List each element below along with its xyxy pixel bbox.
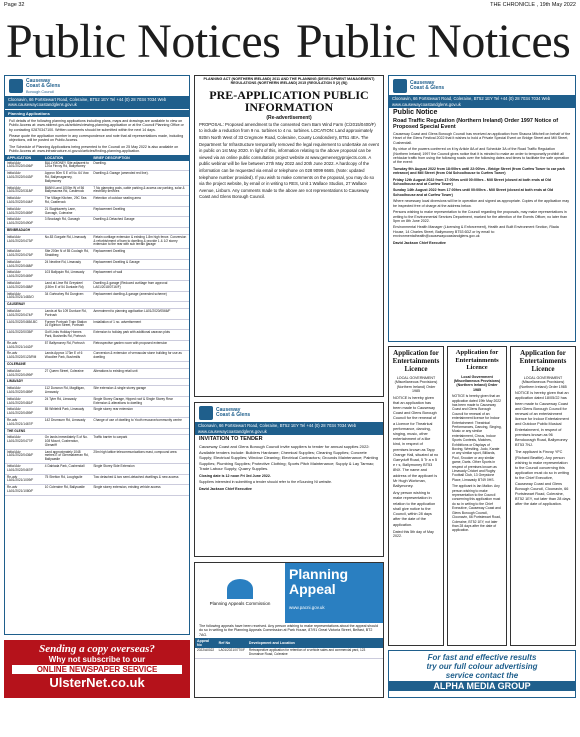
table-row [5,171,189,185]
council-crest-icon [9,79,23,93]
print-ad-1: For fast and effective results [427,653,537,662]
table-row [5,217,189,228]
pn-crest-icon [393,79,407,93]
appeal-cell: Retrospective application for retention of a vehicle sales and commercial yard, 123 Drumahoe Road, Coleraine [247,648,383,658]
table-row [5,249,189,260]
table-cell: Re-adv LA01/2021/1080/F [5,485,43,496]
council-name-3: Borough Council [26,89,55,94]
table-header-cell: BRIEF DESCRIPTION [91,155,189,161]
table-row [5,396,189,407]
table-cell: 27 Queen Street, Coleraine [43,368,92,379]
table-cell: Land approximately 1048 metres E of Glenmakeeran Rd, Ballycastle [43,449,92,463]
table-cell: Replacement Dwelling [91,206,189,217]
table-cell: Initial Adv LA01/2021/1483/O [5,291,43,302]
planning-para-3: The Schedule of Planning Applications being presented to the Council on 25 May 2022 is also available on Public Access at: www.infrastructure-ni.gov.uk/articles/finding-planning-application. [9,144,179,154]
table-row [5,485,189,496]
planning-para-1: Full details of the following planning applications including plans, maps and drawings are available to view on Public Access at: www.nidirect.gov.uk/articles/viewing-planning-application or at the Council Planning Office or by contacting 02870347100. Written comments should be submitted within the next 14 days. [9,118,184,132]
table-cell: 55 Whitehill Park, Limavady [43,407,92,418]
table-cell: Replacement Dwelling & Garage [91,259,189,270]
table-cell: BALLYMONEY Site adjacent to 120a Finvoy Rd, Ballymoney [43,161,92,171]
table-row [5,368,189,379]
appeal-title-2: Appeal [289,581,336,597]
lic-a-sub: LOCAL GOVERNMENT (Miscellaneous Provisions) (Northern Ireland) Order 1985 [394,376,438,394]
table-cell: Initial Adv LA01/2022/0443/F [5,171,43,185]
planning-applications-notice [4,75,190,635]
table-cell: Re-adv LA01/2022/0123/RM [5,351,43,362]
pac-logo [195,563,285,623]
table-cell: The Village Kitchen, 29C Sea Rd, Castlerock [43,196,92,207]
table-header-cell: APPLICATION [5,155,43,161]
table-cell: Single storey extension, existing vehicle access [91,485,189,496]
table-cell: 4 Dalriada Park, Cushendall [43,464,92,475]
table-cell: Initial Adv LA01/2022/0490/F [5,217,43,228]
lic-b-sub: Local Government (Miscellaneous Provisions) (Northern Ireland) Order 1985 [453,374,501,392]
planning-appeal-notice [194,562,384,698]
pn-council-1: Causeway [410,79,435,86]
table-row [5,449,189,463]
pn-title: Public Notice [393,109,438,116]
pn-council-2: Coast & Glens [410,85,445,91]
table-cell: Traffic barrier to carpark [91,435,189,449]
table-row [5,291,189,302]
tender-body: Causeway Coast and Glens Borough Council invite suppliers to tender for annual supplies 2022: Available tenders include: Builders Hardware; Chemical Supplies; Cleaning Supplies; Concrete Supply; Electrical Supplies; Window Cleaning; Electrical Contractors; Grounds Maintenance; Painting Supplies; Plumbing Supplies; Protective Clothing; Sports Pitch Maintenance; Supply & Lay Tarmac; Trade Labour Supply; Quarry Supplies. [199,444,378,472]
alpha-media-ad[interactable] [388,650,576,698]
table-cell: 10 Coleraine Rd, Ballycastle [43,485,92,496]
table-cell: Extension to holiday park with additional caravan plots [91,330,189,341]
table-cell: 25m high lattice telecommunications mast, compound area [91,449,189,463]
table-cell: Retain curtilage extension & existing 1.8m high fence. Conversion & refurbishment of barn to dwelling & provide 1 & 1/2 storey extension to the rear with sub terrain garage [91,234,189,248]
pn-p3: Where necessary local diversions will be in operation and signed as appropriate. Copies of the application may be inspected free of charge at the address below. [393,199,569,208]
table-row [5,319,189,330]
table-cell: 142 Drumsurn Rd, Limavady [43,417,92,428]
table-row [5,196,189,207]
table-cell: 24 Tyler Rd, Limavady [43,396,92,407]
preapp-sub: (Re-advertisement) [266,114,312,121]
pn-d1: Tuesday 9th August 2022 from 18:00hrs until 22:00hrs - Bridge Street (from Curfew Tower to car park entrance) and Mill Street (from Old Schoolhouse to Curfew Tower) [393,166,565,176]
preapp-body: PROPOSAL: Proposed amendment to the consented Gem Barn Wind Farm (C/2015/0400/F) to include a reduction from 9 no. turbines to 4 no. turbines. LOCATION: Land approximately 920m North West of 33 Cregmore Road, Coleraine, County Londonderry, BT51 4EA. The Department for Infrastructure temporarily removed the legal requirement to undertake an event in public on 1st May 2020. In light of this, information relating to the above proposal can be viewed via an online public consultation project website at www.gemenergyprojects.com. A public webinar will be live between 27th May 2022 and 20th June 2022. A hardcopy of the information can be requested via email or telephone on 028 9099 6665. (Note: updated telephone number provided). If you wish to make comments on the proposal, you may do so via the project website, by email or in writing to RES, Unit 1 Wallace Studios, 27 Wallace Avenue, Lisburn. Any comments made to the above are not representations to Causeway Coast and Glens Borough Council. [199,121,379,200]
public-notice-road-traffic [388,75,576,342]
table-cell: Lands Approx 173m E of 6 Woodlee Park, Bushmills [43,351,92,362]
section-name: CAUSEWAY [5,302,189,309]
table-cell: LA01/2022/0465/LBC [5,319,43,330]
section-row [5,302,189,309]
table-cell: Conversion & extension of vernacular stone building for use as dwelling [91,351,189,362]
lic-c-title: Application for Entertainments Licence [519,349,567,373]
pac-emblem-icon [227,579,253,599]
table-cell: Initial Adv LA01/2022/0481/F [5,396,43,407]
table-cell: Installation of 1 no. advertisement [91,319,189,330]
table-cell: Golf Links Holiday Homes Park, Bushmills Rd, Portrush [43,330,92,341]
table-cell: Dwelling & Detached Garage [91,217,189,228]
table-cell: Single Storey Side Extension [91,464,189,475]
table-row [5,185,189,196]
table-cell: Initial Adv LA01/2022/0468/F [5,259,43,270]
table-cell: 75 Shelton Rd, Loughguile [43,474,92,485]
appeal-header-cell: Appeal No [195,638,217,648]
table-cell: Former Portrush Train Station 16 Eglinton Street, Portrush [43,319,92,330]
table-cell: Replacement of wall [91,270,189,281]
tender-note: Suppliers interested in submitting a tender should refer to the eSourcing NI website. [199,480,333,485]
banner-left: Public Notices [6,15,281,68]
section-row [5,361,189,368]
pn-p1: Causeway Coast and Glens Borough Council has received an application from Shauna Mitchell on behalf of the Heart of the Glens Festival 2022 that it wishes to hold a Private Special Event on Bridge Street and Mill Street, Cushendall. [393,132,571,145]
section-row [5,228,189,235]
table-cell: Two detached & two semi-detached dwellings & new access [91,474,189,485]
ad-line-2: Why not subscribe to our [48,655,146,664]
table-cell: Site 200m N of 55 Coolagh Rd, Straidbeg [43,249,92,260]
paper-dateline: THE CHRONICLE , 19th May 2022 [490,2,576,8]
pre-application-notice [194,75,384,397]
table-row [5,386,189,397]
section-row [5,428,189,435]
table-cell: Land at Lime Rd Greysteel (150m E of 54 Dunlade Rd) [43,280,92,291]
table-cell: No.83 Gorgate Rd, Limavady [43,234,92,248]
appeal-heading [285,563,383,623]
lic-a-title: Application for Entertainments Licence [392,349,440,373]
ad-line-1: Sending a copy overseas? [39,643,155,655]
subscribe-ad[interactable] [4,640,190,698]
table-cell: Retention of outdoor seating area [91,196,189,207]
table-row [5,435,189,449]
pn-sub: Road Traffic Regulation (Northern Ireland) Order 1997 Notice of Proposed Special Event [393,118,559,130]
ad-site: UlsterNet.co.uk [49,675,145,690]
tender-sign: David Jackson Chief Executive [199,486,252,491]
licence-notice-a [388,346,444,646]
table-row [5,206,189,217]
table-cell: Initial Adv LA01/2022/0406/F [5,161,43,171]
table-cell: Site extension & single storey garage [91,386,189,397]
table-cell: Initial Adv LA01/2022/0489/F [5,386,43,397]
lic-b-fine: The applicant is Ian Mallon. Any person wishing to make representation to the Council concerning this application must do so in writing to the Chief Executive, Causeway Coast and Glens Borough Council, Cloonavin, 66 Portstewart Road, Coleraine, BT52 1EY, not later than 28 days after the date of application. [452,484,501,533]
table-cell: Initial Adv LA01/2022/0488/F [5,280,43,291]
planning-para-2: Please quote the application number in any correspondence and note that all representations made, including objections, will be posted on Public Access. [9,134,184,143]
table-cell: 24 Newline Rd, Limavady [43,259,92,270]
table-cell: Re-adv LA01/2021/1009/F [5,474,43,485]
table-row [5,464,189,475]
table-row [5,161,189,171]
lic-a-date: Dated this 5th day of May 2022. [393,529,434,539]
pn-council-logo [389,76,575,95]
table-cell: LA01/2022/0035/F [5,330,43,341]
lic-a-fine: Any person wishing to make representation in relation to the application shall give notice to the Council, within 28 days after the date of the application. [393,491,436,527]
section-name: COLERAINE [5,361,189,368]
table-cell: Initial Adv LA01/2022/0469/F [5,270,43,281]
print-ad-2: try our full colour advertising [426,662,538,671]
table-cell: Re-adv LA01/2021/1442/F [5,340,43,351]
table-row [5,330,189,341]
table-cell: BANN Land 1000m W of 56 Ballymacrea Rd, Castlerock [43,185,92,196]
table-row [5,270,189,281]
tender-council-1: Causeway [216,406,241,413]
lic-c-body: NOTICE is hereby given that an application dated 18/05/22 has been made to Causeway Coast and Glens Borough Council for renewal of an entertainment licence for Indoor Entertainment and Outdoor Public Musical Entertainment, in respect of premises known as 96 Bendooragh Road, Ballymoney BT53 7NJ. [515,391,569,448]
lic-b-title: Application for Entertainments Licence [455,349,499,371]
table-row [5,407,189,418]
table-row [5,351,189,362]
appeal-row [195,648,383,658]
table-cell: Lands at No 109 Dunluce Rd, Portrush [43,308,92,319]
council-logo [5,76,189,96]
pn-sign: David Jackson Chief Executive [393,240,446,245]
table-cell: On lands immediately S of No. 108 Mount, Cushendun, Glenariff [43,435,92,449]
appeal-header-cell: Ref No [217,638,247,648]
table-cell: 3 Brockagh Rd, Garvagh [43,217,92,228]
table-row [5,234,189,248]
tender-title: INVITATION TO TENDER [199,436,263,442]
section-name: BENBRADAGH [5,228,189,235]
table-cell: Initial Adv LA01/2022/0499/F [5,368,43,379]
section-name: LIMAVADY [5,379,189,386]
table-cell: Initial Adv LA01/2022/0459/F [5,407,43,418]
table-row [5,340,189,351]
table-row [5,308,189,319]
table-cell: 112 Duncrun Rd, Magilligan, Limavady [43,386,92,397]
pn-d2: Friday 12th August 2022 from 17:00hrs until 00:00hrs - Mill Street (closed at both ends at Old Schoolhouse and at Curfew Tower) [393,177,552,187]
table-cell: 21 Slaghtaverty Lane, Garvagh, Coleraine [43,206,92,217]
appeal-cell: LA01/2021/0770/F [217,648,247,658]
ad-line-3: ONLINE NEWSPAPER SERVICE [12,665,182,674]
print-ad-4: ALPHA MEDIA GROUP [389,681,575,691]
table-cell: Initial Adv LA01/2022/0444/F [5,196,43,207]
appeal-table [195,638,383,659]
table-cell: Initial Adv LA01/2022/0436/F [5,449,43,463]
planning-title: Planning Applications [5,110,189,117]
table-row [5,474,189,485]
appeal-web: www.pacni.gov.uk [289,605,325,610]
tender-crest-icon [199,406,213,420]
tender-council-logo [195,403,383,422]
table-cell: Initial Adv LA01/2022/0474/F [5,308,43,319]
table-cell: 7 No glamping pods, cable parking & access car parking, solar & electricity services [91,185,189,196]
appeal-header-cell: Development and Location [247,638,383,648]
table-cell: 34 Gortnahey Rd Dungiven [43,291,92,302]
table-cell: Change of use of dwelling to Youth resource/community centre [91,417,189,428]
preapp-act: PLANNING ACT (NORTHERN IRELAND) 2011 AND THE PLANNING (DEVELOPMENT MANAGEMENT) REGULATIONS (NORTHERN IRELAND) 2015 (REGULATION 5 (2) (B)) [203,77,375,86]
table-cell: Replacement Dwelling [91,249,189,260]
section-name: THE GLENS [5,428,189,435]
tender-close: Closing date is 12 noon Fri 3rd June 2022. [199,473,271,478]
table-cell: Initial Adv LA01/2022/0477/F [5,435,43,449]
pn-d3: Sunday 14th August 2022 from 17:00hrs until 00:00hrs - Mill Street (closed at both ends at Old Schoolhouse and at Curfew Tower) [393,188,554,197]
lic-c-fine: The applicant is Finvoy YFC (Richard Beattie). Any person wishing to make representation to the Council concerning this application must do so in writing to the Chief Executive, Causeway Coast and Glens Borough Council, Cloonavin, 66 Portstewart Road, Coleraine, BT52 1EY, not later than 28 days after the date of application. [515,450,571,507]
table-cell: Initial Adv LA01/2022/0467/F [5,464,43,475]
lic-a-body: NOTICE is hereby given that an application has been made to Causeway Coast and Glens Borough Council for the renewal of a Licence for Theatrical performance, dancing, singing, music, other entertainment of a like kind, in respect of premises known as Tapp Orange Hall, situated at no Garryduff Road, 5 Tr a n 5 e r s, Ballymoney BT53 8NX. The name and address of the applicant is Mr Hugh Workman, Ballymoney. [393,395,439,489]
table-cell: 103 Ballyquin Rd, Limavady [43,270,92,281]
table-row [5,417,189,428]
table-cell: Alterations to existing retail unit [91,368,189,379]
tender-address-bar: Cloonavin, 66 Portstewart Road, Coleraine, BT52 1EY Tel +44 (0) 28 7034 7034 Web www.causewaycoastandglens.gov.uk [195,422,383,435]
pac-name: Planning Appeals Commission [209,600,271,606]
table-row [5,259,189,270]
council-name-2: Coast & Glens [26,83,61,90]
table-row [5,280,189,291]
table-cell: Initial Adv LA01/2022/0469/F [5,206,43,217]
pn-address-bar: Cloonavin, 66 Portstewart Road, Coleraine, BT52 1EY Tel +44 (0) 28 7034 7034 Web www.causewaycoastandglens.gov.uk [389,95,575,108]
table-cell: Dwelling & garage (Reduced curtilage from approval LA01/2018/0716/F) [91,280,189,291]
appeal-text: The following appeals have been received. Any person wishing to make representations about the appeal should do so in writing to the Planning Appeals Commission at Park House, 87/91 Great Victoria Street, Belfast, BT2 7AG. [199,624,379,637]
pn-p5: Environmental Health Manager (Licensing & Enforcement), Health and Built Environment Section, Riada House, 14 Charles Street, Ballymoney BT53 6DZ or by email to: environmentalhealth@causewaycoastandglens.gov.uk [393,225,559,239]
preapp-title: PRE-APPLICATION PUBLIC INFORMATION [209,87,369,114]
table-cell: Retrospective garden room with proposed extension [91,340,189,351]
pn-p4: Persons wishing to make representation to the Council regarding the proposals, may make representations in writing to the Environmental Services Department, marked for the attention of the Events Officer, no later than 5pm on 8th June 2022. [393,210,568,223]
table-header-cell: LOCATION [43,155,92,161]
table-cell: Replacement dwelling & garage (amended scheme) [91,291,189,302]
tender-council-2: Coast & Glens [216,412,251,418]
section-row [5,379,189,386]
tender-notice [194,402,384,557]
planning-table [5,155,189,496]
licence-notice-b [447,346,507,646]
council-name-1: Causeway [26,78,51,84]
licence-notice-c [510,346,576,646]
lic-c-sub: LOCAL GOVERNMENT (Miscellaneous Provisions) (Northern Ireland) Order 1985 [519,376,567,389]
council-address-bar: Cloonavin, 66 Portstewart Road, Coleraine, BT52 1EY Tel +44 (0) 28 7034 7034 Web www.causewaycoastandglens.gov.uk [5,96,189,109]
table-cell: Initial Adv LA01/2022/0476/F [5,249,43,260]
pn-p2: By virtue of the powers conferred on it by Article 8A of and Schedule 3A of the Road Traffic Regulation (Northern Ireland) 1997 the Council gives notice that it is minded to make an order to temporarily prohibit all vehicular traffic from using the following roads over the following dates and times to facilitate the safe operation of the event: [393,147,570,165]
table-cell: Dwelling. [91,161,189,171]
table-cell: Amendment to planning application LA01/2020/0566/F [91,308,189,319]
table-cell: Initial Adv LA01/2022/0473/F [5,234,43,248]
lic-b-body: NOTICE is hereby given that an application dated 19th May 2022 has been made to Causeway Coast and Glens Borough Council for renewal of an entertainment licence for Indoor Entertainment: Theatrical Performances, Dancing, Singing, Music or any similar entertainment, Circus, Indoor Sports Contests, Matches, Exhibitions or Displays of Boxing, Wrestling, Judo, Karate or any similar sport, Billiards, Pool, Snooker or any similar game, Darts. Other Sports in respect of premises known as Limavady Cricket and Rugby Football Club, 13 Greystone Place, Limavady BT49 0HS. [452,394,502,482]
table-cell: 57 Ballymoney Rd, Portrush [43,340,92,351]
page-number: Page 32 [4,2,25,8]
table-cell: Re-adv LA01/2021/1467/F [5,417,43,428]
table-cell: Approx 50m S E of No. 64 Vow Rd, Ballymagarney, Ballymoney [43,171,92,185]
banner-right: Public Notices [296,15,571,68]
appeal-cell: 2022/A0022 [195,648,217,658]
appeal-title-1: Planning [289,566,349,582]
page-header [4,2,576,12]
print-ad-3: service contact the [445,671,519,680]
table-cell: Dwelling & Garage (amended red line). [91,171,189,185]
table-cell: Single storey rear extension [91,407,189,418]
table-cell: Initial Adv LA01/2022/0318/F [5,185,43,196]
table-cell: Single Storey Garage, Hipped roof & Single Storey Rear Extension & alterations to dwelling [91,396,189,407]
